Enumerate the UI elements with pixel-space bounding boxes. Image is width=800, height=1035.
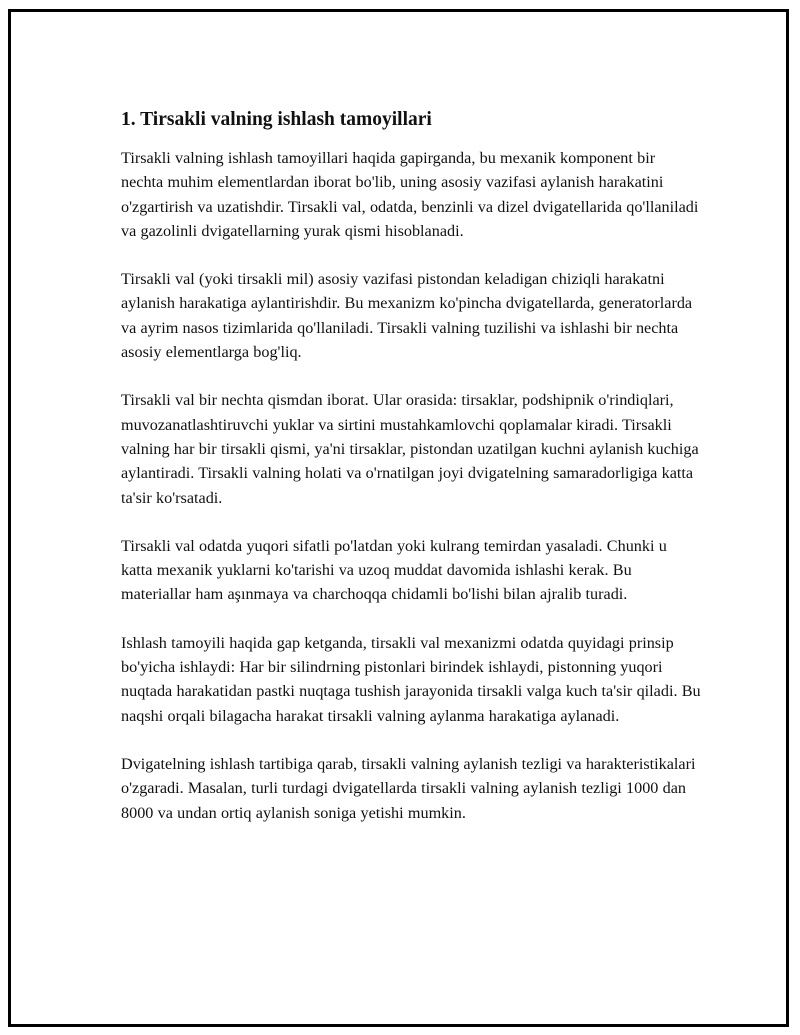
paragraph-5: Ishlash tamoyili haqida gap ketganda, tirsakli val mexanizmi odatda quyidagi prinsip bo'yicha ishlaydi: Har bir silindrning pistonlari birindek ishlaydi, pistonning yuqori nuqtada harakatidan pastki nuqtaga tushish jarayonida tirsakli valga kuch ta'sir qiladi. Bu naqshi orqali bilagacha harakat tirsakli valning aylanma harakatiga aylanadi. xyxy=(121,633,701,725)
document-content xyxy=(121,108,701,849)
paragraph-4: Tirsakli val odatda yuqori sifatli po'latdan yoki kulrang temirdan yasaladi. Chunki u katta mexanik yuklarni ko'tarishi va uzoq muddat davomida ishlashi kerak. Bu materiallar ham aşınmaya va charchoqqa chidamli bo'lishi bilan ajralib turadi. xyxy=(121,536,667,604)
paragraph-3: Tirsakli val bir nechta qismdan iborat. Ular orasida: tirsaklar, podshipnik o'rindiqlari, muvozanatlashtiruvchi yuklar va sirtini mustahkamlovchi qoplamalar kiradi. Tirsakli valning har bir tirsakli qismi, ya'ni tirsaklar, pistondan uzatilgan kuchni aylanish kuchiga aylantiradi. Tirsakli valning holati va o'rnatilgan joyi dvigatelning samaradorligiga katta ta'sir ko'rsatadi. xyxy=(121,391,699,507)
paragraph-2: Tirsakli val (yoki tirsakli mil) asosiy vazifasi pistondan keladigan chiziqli harakatni aylanish harakatiga aylantirishdir. Bu mexanizm ko'pincha dvigatellarda, generatorlarda va ayrim nasos tizimlarida qo'llaniladi. Tirsakli valning tuzilishi va ishlashi bir nechta asosiy elementlarga bog'liq. xyxy=(121,270,693,362)
page-frame xyxy=(8,9,789,1027)
section-heading: 1. Tirsakli valning ishlash tamoyillari xyxy=(121,109,432,130)
paragraph-1: Tirsakli valning ishlash tamoyillari haqida gapirganda, bu mexanik komponent bir nechta muhim elementlardan iborat bo'lib, uning asosiy vazifasi aylanish harakatini o'zgartirish va uzatishdir. Tirsakli val, odatda, benzinli va dizel dvigatellarida qo'llaniladi va gazolinli dvigatellarning yurak qismi hisoblanadi. xyxy=(121,149,699,240)
paragraph-6: Dvigatelning ishlash tartibiga qarab, tirsakli valning aylanish tezligi va harakteristikalari o'zgaradi. Masalan, turli turdagi dvigatellarda tirsakli valning aylanish tezligi 1000 dan 8000 va undan ortiq aylanish soniga yetishi mumkin. xyxy=(121,754,696,822)
